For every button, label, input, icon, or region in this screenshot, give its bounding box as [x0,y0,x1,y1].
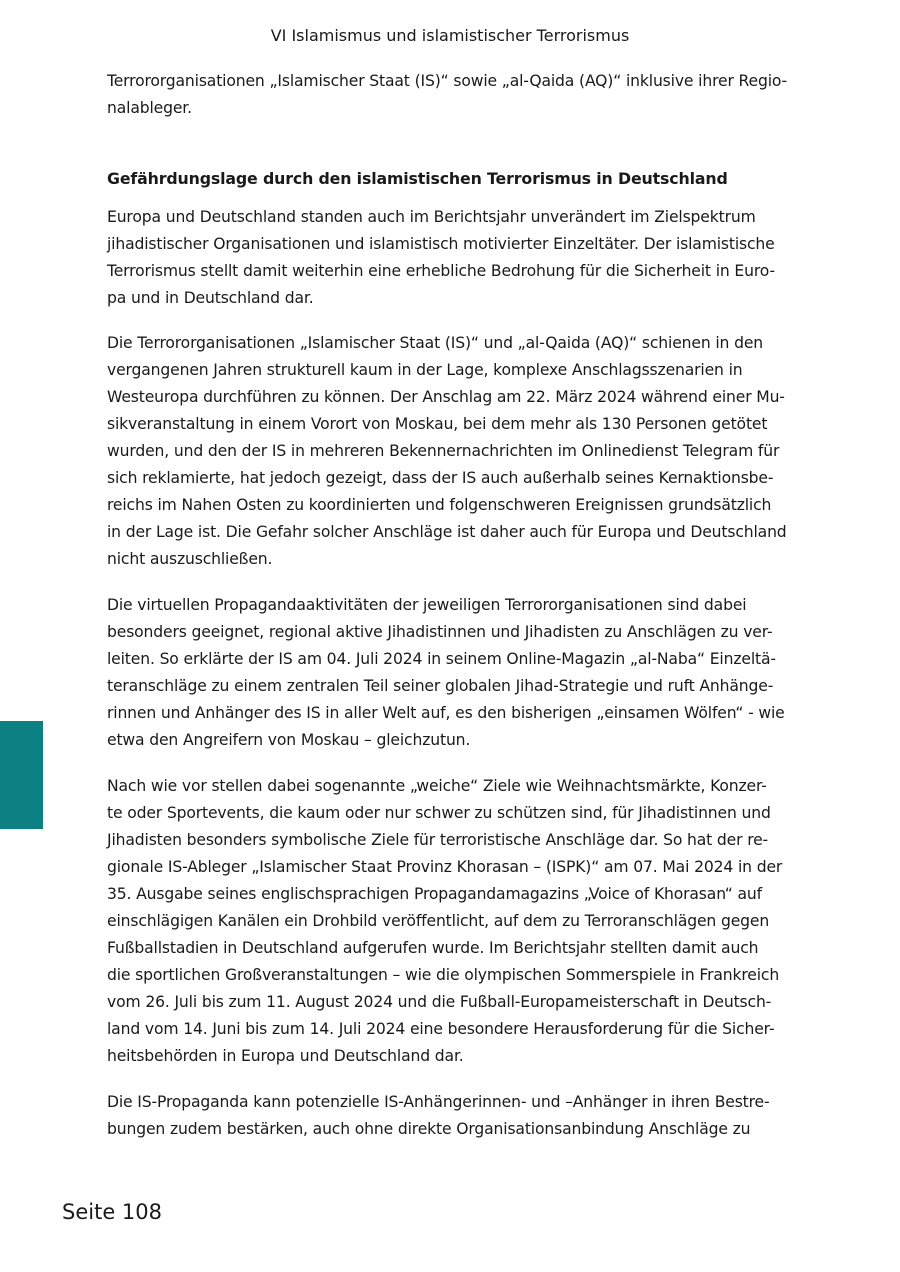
text-line: Die Terrororganisationen „Islamischer Staat (IS)“ und „al-Qaida (AQ)“ schienen in den [107,334,764,352]
text-line: 35. Ausgabe seines englischsprachigen Propagandamagazins „Voice of Khorasan“ auf [107,885,763,903]
text-line: wurden, und den der IS in mehreren Bekennernachrichten im Onlinedienst Telegram für [107,442,780,460]
text-line: sikveranstaltung in einem Vorort von Moskau, bei dem mehr als 130 Personen getötet [107,415,768,433]
text-line: Europa und Deutschland standen auch im Berichtsjahr unverändert im Zielspektrum [107,208,756,226]
text-line: Nach wie vor stellen dabei sogenannte „weiche“ Ziele wie Weihnachtsmärkte, Konzer- [107,777,767,795]
text-line: heitsbehörden in Europa und Deutschland dar. [107,1047,464,1065]
paragraph-3 [107,592,847,754]
text-line: gionale IS-Ableger „Islamischer Staat Provinz Khorasan – (ISPK)“ am 07. Mai 2024 in der [107,858,783,876]
text-line: nicht auszuschließen. [107,550,273,568]
text-line: besonders geeignet, regional aktive Jihadistinnen und Jihadisten zu Anschlägen zu ver- [107,623,773,641]
text-line: sich reklamierte, hat jedoch gezeigt, dass der IS auch außerhalb seines Kernaktionsbe- [107,469,774,487]
text-line: jihadistischer Organisationen und islamistisch motivierter Einzeltäter. Der islamistische [107,235,775,253]
text-line: rinnen und Anhänger des IS in aller Welt auf, es den bisherigen „einsamen Wölfen“ - wie [107,704,785,722]
text-line: Westeuropa durchführen zu können. Der Anschlag am 22. März 2024 während einer Mu- [107,388,785,406]
text-line: pa und in Deutschland dar. [107,289,314,307]
text-line: Terrorismus stellt damit weiterhin eine erhebliche Bedrohung für die Sicherheit in Euro- [107,262,775,280]
text-line: Jihadisten besonders symbolische Ziele für terroristische Anschläge dar. So hat der re- [107,831,769,849]
text-line: nalableger. [107,99,192,117]
text-line: teranschläge zu einem zentralen Teil seiner globalen Jihad-Strategie und ruft Anhänge- [107,677,774,695]
text-line: reichs im Nahen Osten zu koordinierten und folgenschweren Ereignissen grundsätzlich [107,496,772,514]
text-line: die sportlichen Großveranstaltungen – wie die olympischen Sommerspiele in Frankreich [107,966,780,984]
paragraph-1 [107,204,847,312]
paragraph-2 [107,330,847,573]
text-line: Fußballstadien in Deutschland aufgerufen wurde. Im Berichtsjahr stellten damit auch [107,939,759,957]
text-line: bungen zudem bestärken, auch ohne direkte Organisationsanbindung Anschläge zu [107,1120,751,1138]
text-line: vom 26. Juli bis zum 11. August 2024 und die Fußball-Europameisterschaft in Deutsch- [107,993,772,1011]
paragraph-5 [107,1089,847,1143]
chapter-marker-tab [0,721,43,829]
text-line: leiten. So erklärte der IS am 04. Juli 2024 in seinem Online-Magazin „al-Naba“ Einzeltä- [107,650,776,668]
text-line: Terrororganisationen „Islamischer Staat (IS)“ sowie „al-Qaida (AQ)“ inklusive ihrer Regio- [107,72,788,90]
text-line: Die virtuellen Propagandaaktivitäten der jeweiligen Terrororganisationen sind dabei [107,596,747,614]
intro-paragraph [107,68,847,122]
text-line: etwa den Angreifern von Moskau – gleichzutun. [107,731,471,749]
section-heading: Gefährdungslage durch den islamistischen Terrorismus in Deutschland [107,169,728,188]
paragraph-4 [107,773,847,1070]
text-line: einschlägigen Kanälen ein Drohbild veröffentlicht, auf dem zu Terroranschlägen gegen [107,912,770,930]
running-header: VI Islamismus und islamistischer Terrorismus [270,26,630,45]
page-number: Seite 108 [62,1200,162,1224]
text-line: land vom 14. Juni bis zum 14. Juli 2024 eine besondere Herausforderung für die Sicher- [107,1020,775,1038]
text-line: te oder Sportevents, die kaum oder nur schwer zu schützen sind, für Jihadistinnen und [107,804,771,822]
text-line: Die IS-Propaganda kann potenzielle IS-Anhängerinnen- und –Anhänger in ihren Bestre- [107,1093,770,1111]
text-line: vergangenen Jahren strukturell kaum in der Lage, komplexe Anschlagsszenarien in [107,361,743,379]
text-line: in der Lage ist. Die Gefahr solcher Anschläge ist daher auch für Europa und Deutschland [107,523,787,541]
